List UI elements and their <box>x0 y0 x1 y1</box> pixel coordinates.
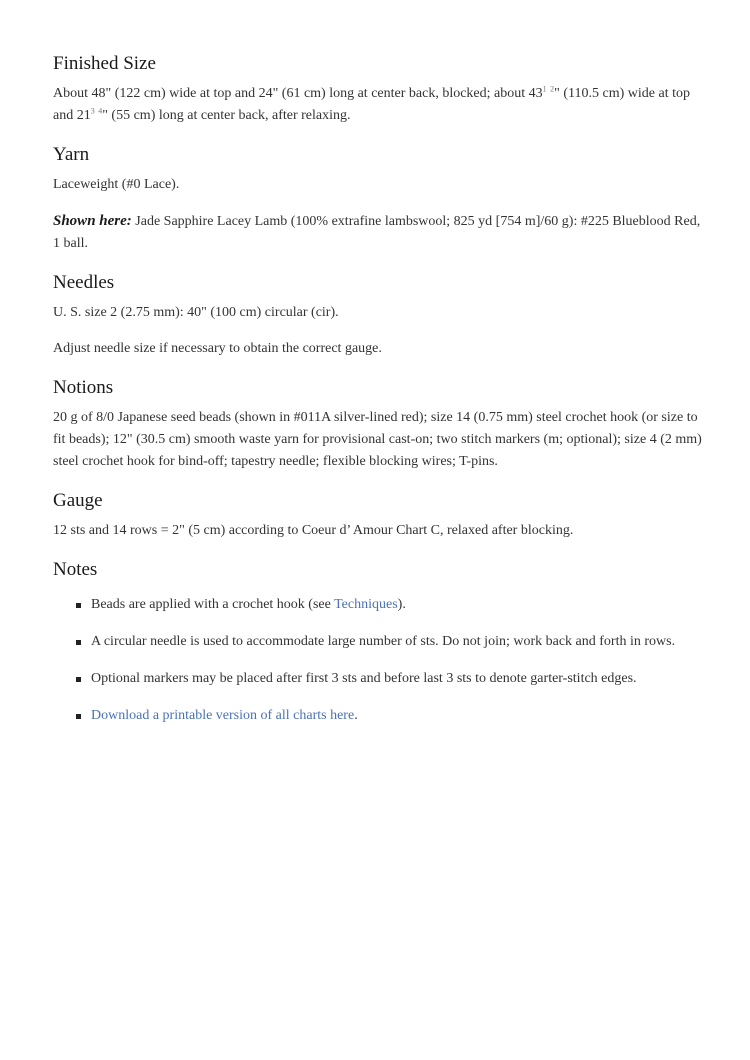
fraction-numerator: 3 <box>90 106 95 116</box>
gauge-heading: Gauge <box>53 490 103 511</box>
pattern-details <box>53 50 703 742</box>
finished-size-heading: Finished Size <box>53 53 156 74</box>
notes-list <box>53 594 703 727</box>
needles-text: U. S. size 2 (2.75 mm): 40" (100 cm) circular (cir). <box>53 305 339 320</box>
finished-size-text <box>53 83 703 127</box>
list-item <box>53 631 703 653</box>
techniques-link[interactable]: Techniques <box>334 597 398 612</box>
needles-section <box>53 269 703 360</box>
finished-size-section <box>53 50 703 127</box>
shown-here-label: Shown here: <box>53 213 132 229</box>
gauge-section <box>53 487 703 542</box>
notions-heading: Notions <box>53 377 114 398</box>
needles-heading: Needles <box>53 272 115 293</box>
fraction-denominator: 4 <box>98 106 103 116</box>
finished-size-part3: " (55 cm) long at center back, after relaxing. <box>102 108 351 123</box>
list-item <box>53 705 703 727</box>
download-charts-link[interactable]: Download a printable version of all charts here <box>91 708 355 723</box>
gauge-text: 12 sts and 14 rows = 2" (5 cm) according to Coeur d’ Amour Chart C, relaxed after blocking. <box>53 523 574 538</box>
needles-note: Adjust needle size if necessary to obtain the correct gauge. <box>53 341 382 356</box>
notions-section <box>53 374 703 473</box>
notions-text: 20 g of 8/0 Japanese seed beads (shown in #011A silver-lined red); size 14 (0.75 mm) steel crochet hook (or size to fit beads); 12" (30.5 cm) smooth waste yarn for provisional cast-on; two stitch markers (m; optional); size 4 (2 mm) steel crochet hook for bind-off; tapestry needle; flexible blocking wires; T-pins. <box>53 410 702 469</box>
note-text: Optional markers may be placed after first 3 sts and before last 3 sts to denote garter-stitch edges. <box>91 671 637 686</box>
notes-heading: Notes <box>53 559 98 580</box>
bullet-icon <box>76 603 81 608</box>
note-text: . <box>354 708 358 723</box>
list-item <box>53 594 703 616</box>
fraction-denominator: 2 <box>550 84 555 94</box>
note-text: ). <box>397 597 406 612</box>
finished-size-part2: " (110.5 cm) wide at top and 21 <box>53 86 690 123</box>
bullet-icon <box>76 640 81 645</box>
yarn-heading: Yarn <box>53 144 90 165</box>
notes-section <box>53 556 703 727</box>
shown-here-text: Jade Sapphire Lacey Lamb (100% extrafine lambswool; 825 yd [754 m]/60 g): #225 Blueblood Red, 1 ball. <box>53 214 701 251</box>
finished-size-part1: About 48" (122 cm) wide at top and 24" (61 cm) long at center back, blocked; about 43 <box>53 86 543 101</box>
bullet-icon <box>76 714 81 719</box>
yarn-text: Laceweight (#0 Lace). <box>53 177 180 192</box>
list-item <box>53 668 703 690</box>
yarn-section <box>53 141 703 255</box>
note-text: Beads are applied with a crochet hook (see <box>91 597 335 612</box>
bullet-icon <box>76 677 81 682</box>
fraction-numerator: 1 <box>542 84 547 94</box>
note-text: A circular needle is used to accommodate large number of sts. Do not join; work back and forth in rows. <box>91 634 676 649</box>
yarn-shown-here <box>53 210 703 255</box>
